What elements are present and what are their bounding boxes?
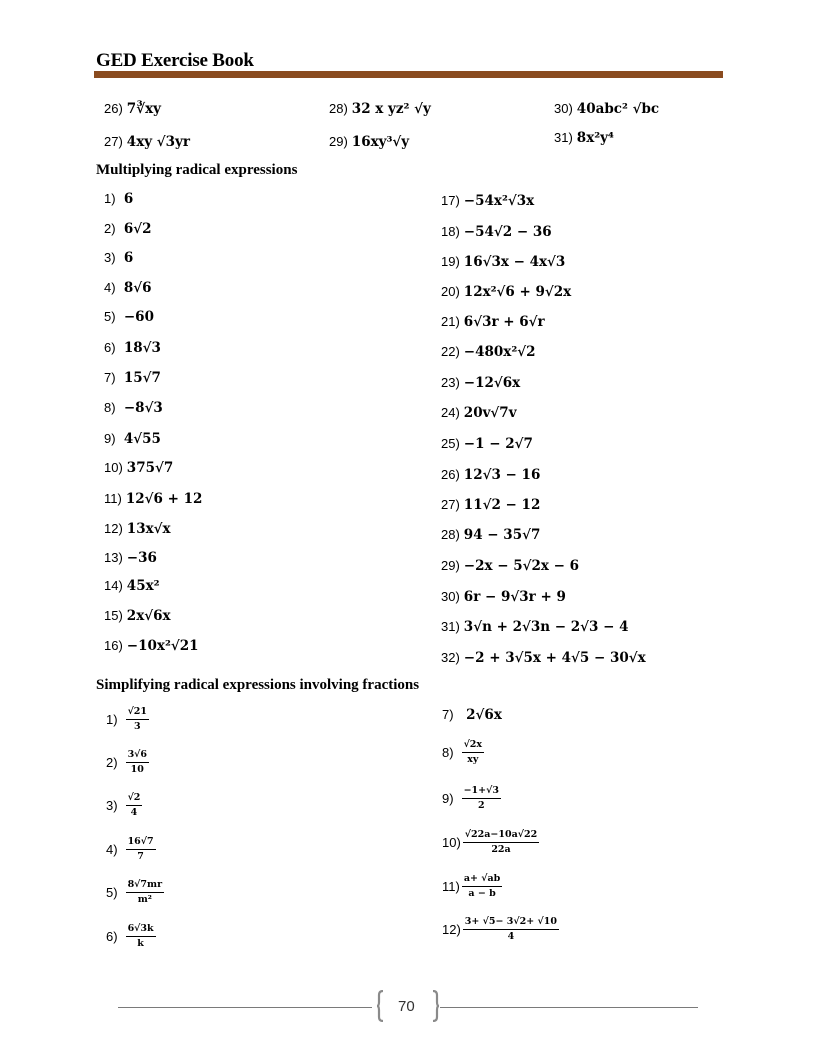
answer-item: 10) 375√7 xyxy=(104,460,174,476)
answer-item: 27) 4xy √3yr xyxy=(104,134,191,150)
answer-item: 16) −10x²√21 xyxy=(104,638,199,654)
answer-item: 15) 2x√6x xyxy=(104,608,171,624)
answer-item: 27) 11√2 − 12 xyxy=(441,497,541,513)
fraction: $\frac{-1+√3}{2}$ xyxy=(463,785,499,811)
answer-item: 29) 16xy³√y xyxy=(329,134,410,150)
fraction: $\frac{6√3k}{k}$ xyxy=(127,923,154,949)
fraction-answer-item: 1) $\frac{√21}{3}$ xyxy=(106,706,148,732)
answer-item: 4) 8√6 xyxy=(104,280,152,296)
header-divider xyxy=(94,71,723,78)
answer-item: 12) 13x√x xyxy=(104,521,171,537)
answer-item: 3) 6 xyxy=(104,250,134,266)
section-title-fractions: Simplifying radical expressions involving fractions xyxy=(96,677,420,693)
answer-item: 7) 2√6x xyxy=(442,707,502,723)
answer-item: 30) 40abc² √bc xyxy=(554,101,660,117)
answer-item: 1) 6 xyxy=(104,191,134,207)
answer-item: 28) 94 − 35√7 xyxy=(441,527,541,543)
answer-item: 31) 3√n + 2√3n − 2√3 − 4 xyxy=(441,619,629,635)
fraction: $\frac{√21}{3}$ xyxy=(127,706,148,732)
fraction-answer-item: 12) $\frac{3+ √5- 3√2+ √10}{4}$ xyxy=(442,916,557,942)
fraction-answer-item: 5) $\frac{8√7mr}{\text{m²}}$ xyxy=(106,879,163,905)
answer-item: 19) 16√3x − 4x√3 xyxy=(441,254,566,270)
section-title-multiplying: Multiplying radical expressions xyxy=(96,162,298,178)
fraction-answer-item: 10) $\frac{√22a-10a√22}{22a}$ xyxy=(442,829,538,855)
answer-item: 7) 15√7 xyxy=(104,370,161,386)
fraction-answer-item: 8) $\frac{√2x}{xy}$ xyxy=(442,739,483,765)
footer-right-bracket xyxy=(432,990,440,1022)
answer-item: 8) −8√3 xyxy=(104,400,163,416)
answer-item: 26) 7∛xy xyxy=(104,101,161,117)
fraction-answer-item: 2) $\frac{3√6}{10}$ xyxy=(106,749,148,775)
answer-item: 32) −2 + 3√5x + 4√5 − 30√x xyxy=(441,650,646,666)
footer-left-bracket xyxy=(376,990,384,1022)
fraction-answer-item: 6) $\frac{6√3k}{k}$ xyxy=(106,923,154,949)
fraction: $\frac{√2}{4}$ xyxy=(127,792,141,818)
fraction: $\frac{3√6}{10}$ xyxy=(127,749,148,775)
page-number: 70 xyxy=(398,998,415,1015)
answer-item: 21) 6√3r + 6√r xyxy=(441,314,545,330)
answer-item: 11) 12√6 + 12 xyxy=(104,491,203,507)
answer-item: 13) −36 xyxy=(104,550,157,566)
answer-item: 24) 20v√7v xyxy=(441,405,517,421)
fraction: $\frac{3+ √5- 3√2+ √10}{4}$ xyxy=(464,916,557,942)
answer-item: 29) −2x − 5√2x − 6 xyxy=(441,558,580,574)
answer-item: 14) 45x² xyxy=(104,578,160,594)
fraction-answer-item: 9) $\frac{-1+√3}{2}$ xyxy=(442,785,499,811)
fraction: $\frac{√2x}{xy}$ xyxy=(463,739,483,765)
answer-item: 18) −54√2 − 36 xyxy=(441,224,552,240)
fraction-answer-item: 4) $\frac{16√7}{7}$ xyxy=(106,836,154,862)
answer-item: 26) 12√3 − 16 xyxy=(441,467,541,483)
answer-item: 5) −60 xyxy=(104,309,154,325)
answer-item: 28) 32 x yz² √y xyxy=(329,101,431,117)
answer-item: 2) 6√2 xyxy=(104,221,152,237)
fraction-answer-item: 3) $\frac{√2}{4}$ xyxy=(106,792,141,818)
answer-item: 31) 8x²y⁴ xyxy=(554,130,614,146)
fraction-answer-item: 11) $\frac{a+ √ab}{a - b}$ xyxy=(442,873,501,899)
answer-item: 6) 18√3 xyxy=(104,340,161,356)
answer-item: 9) 4√55 xyxy=(104,431,161,447)
fraction: $\frac{a+ √ab}{a - b}$ xyxy=(463,873,501,899)
fraction: $\frac{√22a-10a√22}{22a}$ xyxy=(464,829,538,855)
answer-item: 30) 6r − 9√3r + 9 xyxy=(441,589,566,605)
fraction: $\frac{8√7mr}{\text{m²}}$ xyxy=(127,879,163,905)
answer-item: 25) −1 − 2√7 xyxy=(441,436,533,452)
answer-item: 22) −480x²√2 xyxy=(441,344,536,360)
answer-item: 23) −12√6x xyxy=(441,375,521,391)
footer-rule-left xyxy=(118,1007,372,1008)
page-header-title: GED Exercise Book xyxy=(96,50,254,71)
footer-rule-right xyxy=(440,1007,698,1008)
fraction: $\frac{16√7}{7}$ xyxy=(127,836,154,862)
answer-item: 20) 12x²√6 + 9√2x xyxy=(441,284,572,300)
answer-item: 17) −54x²√3x xyxy=(441,193,535,209)
